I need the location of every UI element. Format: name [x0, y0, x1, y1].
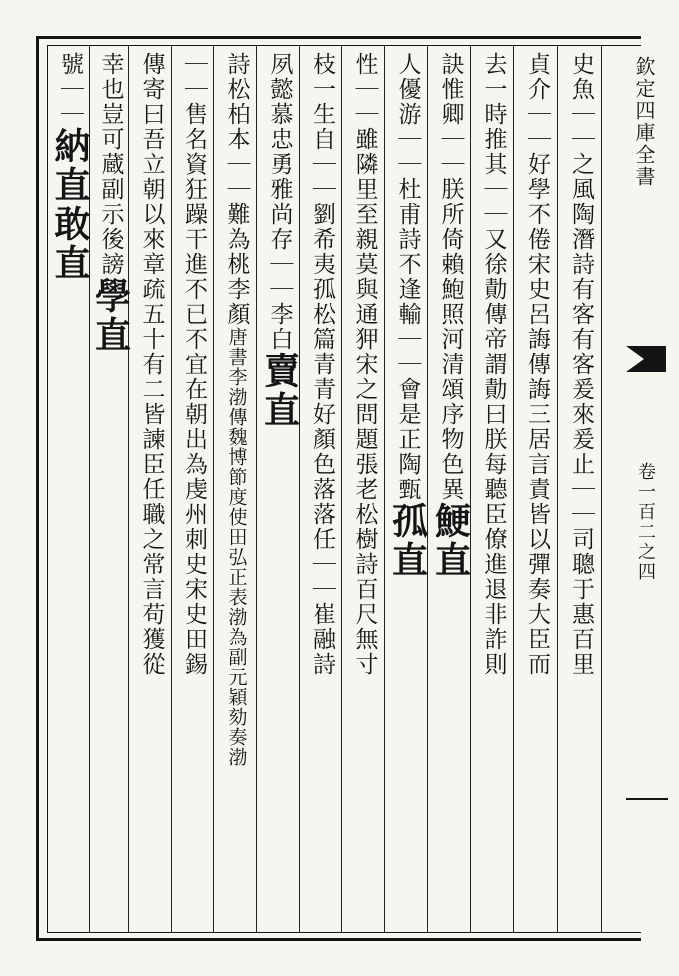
- column-rule: [601, 45, 602, 933]
- volume-number: 卷一百二之四: [635, 462, 656, 582]
- column-text: 號｜｜: [57, 52, 83, 127]
- column-text: 傳寄曰吾立朝以來章疏五十有二皆諫臣任職之常言苟獲從: [138, 52, 165, 677]
- column-text: 訣惟卿｜｜朕所倚賴鮑照河清頌序物色異: [437, 52, 464, 502]
- entry-note-mai-zhi: 唐書李渤傳魏博節度使田弘正表渤為副元穎劾奏渤: [225, 327, 248, 767]
- margin-rule: [626, 798, 668, 800]
- entry-heading-geng-zhi: 鯁直: [429, 502, 472, 580]
- entry-heading-gu-zhi: 孤直: [386, 502, 429, 580]
- column-text: 人優游｜｜杜甫詩不逢輸｜｜會是正陶甄: [394, 52, 421, 502]
- column-rule: [427, 45, 428, 933]
- column-text: 枝一生自｜｜劉希夷孤松篇青青好顏色落落任｜｜崔融詩: [309, 52, 335, 677]
- column-text: ｜｜售名資狂躁干進不已不宜在朝出為虔州刺史宋史田錫: [181, 52, 207, 677]
- text-column-10: [174, 52, 213, 924]
- column-rule: [213, 45, 214, 933]
- text-column-5: [387, 52, 427, 924]
- entry-heading-gan-zhi: 敢直: [49, 205, 91, 283]
- column-text: 貞介｜｜好學不倦宋史呂誨傳誨三居言責皆以彈奏大臣而: [524, 52, 550, 677]
- text-column-11: [131, 52, 171, 924]
- text-column-3: [473, 52, 513, 924]
- entry-heading-na-zhi: 納直: [49, 127, 91, 205]
- book-title: 欽定四庫全書: [632, 56, 656, 188]
- column-text: 詩松柏本｜｜難為桃李顏: [223, 52, 250, 327]
- column-text: 史魚｜｜之風陶潛詩有客有客爰來爰止｜｜司聰于惠百里: [568, 52, 594, 677]
- column-rule: [557, 45, 558, 933]
- column-rule: [299, 45, 300, 933]
- text-column-12: [89, 52, 132, 924]
- column-rule: [384, 45, 385, 933]
- column-rule: [341, 45, 342, 933]
- entry-heading-mai-zhi: 賣直: [258, 352, 301, 430]
- column-rule: [513, 45, 514, 933]
- column-text: 夙懿慕忠勇雅尚存｜｜李白: [266, 52, 293, 352]
- column-rule: [256, 45, 257, 933]
- text-column-7: [302, 52, 341, 924]
- text-column-9: [216, 52, 256, 924]
- text-column-2: [516, 52, 557, 924]
- page-margin-banxin: [626, 48, 671, 928]
- column-text: 去一時推其｜｜又徐勣傳帝謂勣曰朕每聽臣僚進退非詐則: [480, 52, 507, 677]
- column-rule: [128, 45, 129, 933]
- text-column-8: [259, 52, 299, 924]
- column-text: 幸也豈可蔵副示後謗: [97, 52, 124, 277]
- text-column-13: [50, 52, 89, 924]
- text-column-4: [430, 52, 470, 924]
- column-rule: [171, 45, 172, 933]
- text-column-1: [560, 52, 601, 924]
- text-column-6: [344, 52, 384, 924]
- fish-tail-mark: [626, 346, 666, 372]
- entry-heading-xue-zhi: 學直: [89, 277, 132, 355]
- column-text: 性｜｜雖隣里至親莫與通狎宋之問題張老松樹詩百尺無寸: [351, 52, 378, 677]
- column-rule: [470, 45, 471, 933]
